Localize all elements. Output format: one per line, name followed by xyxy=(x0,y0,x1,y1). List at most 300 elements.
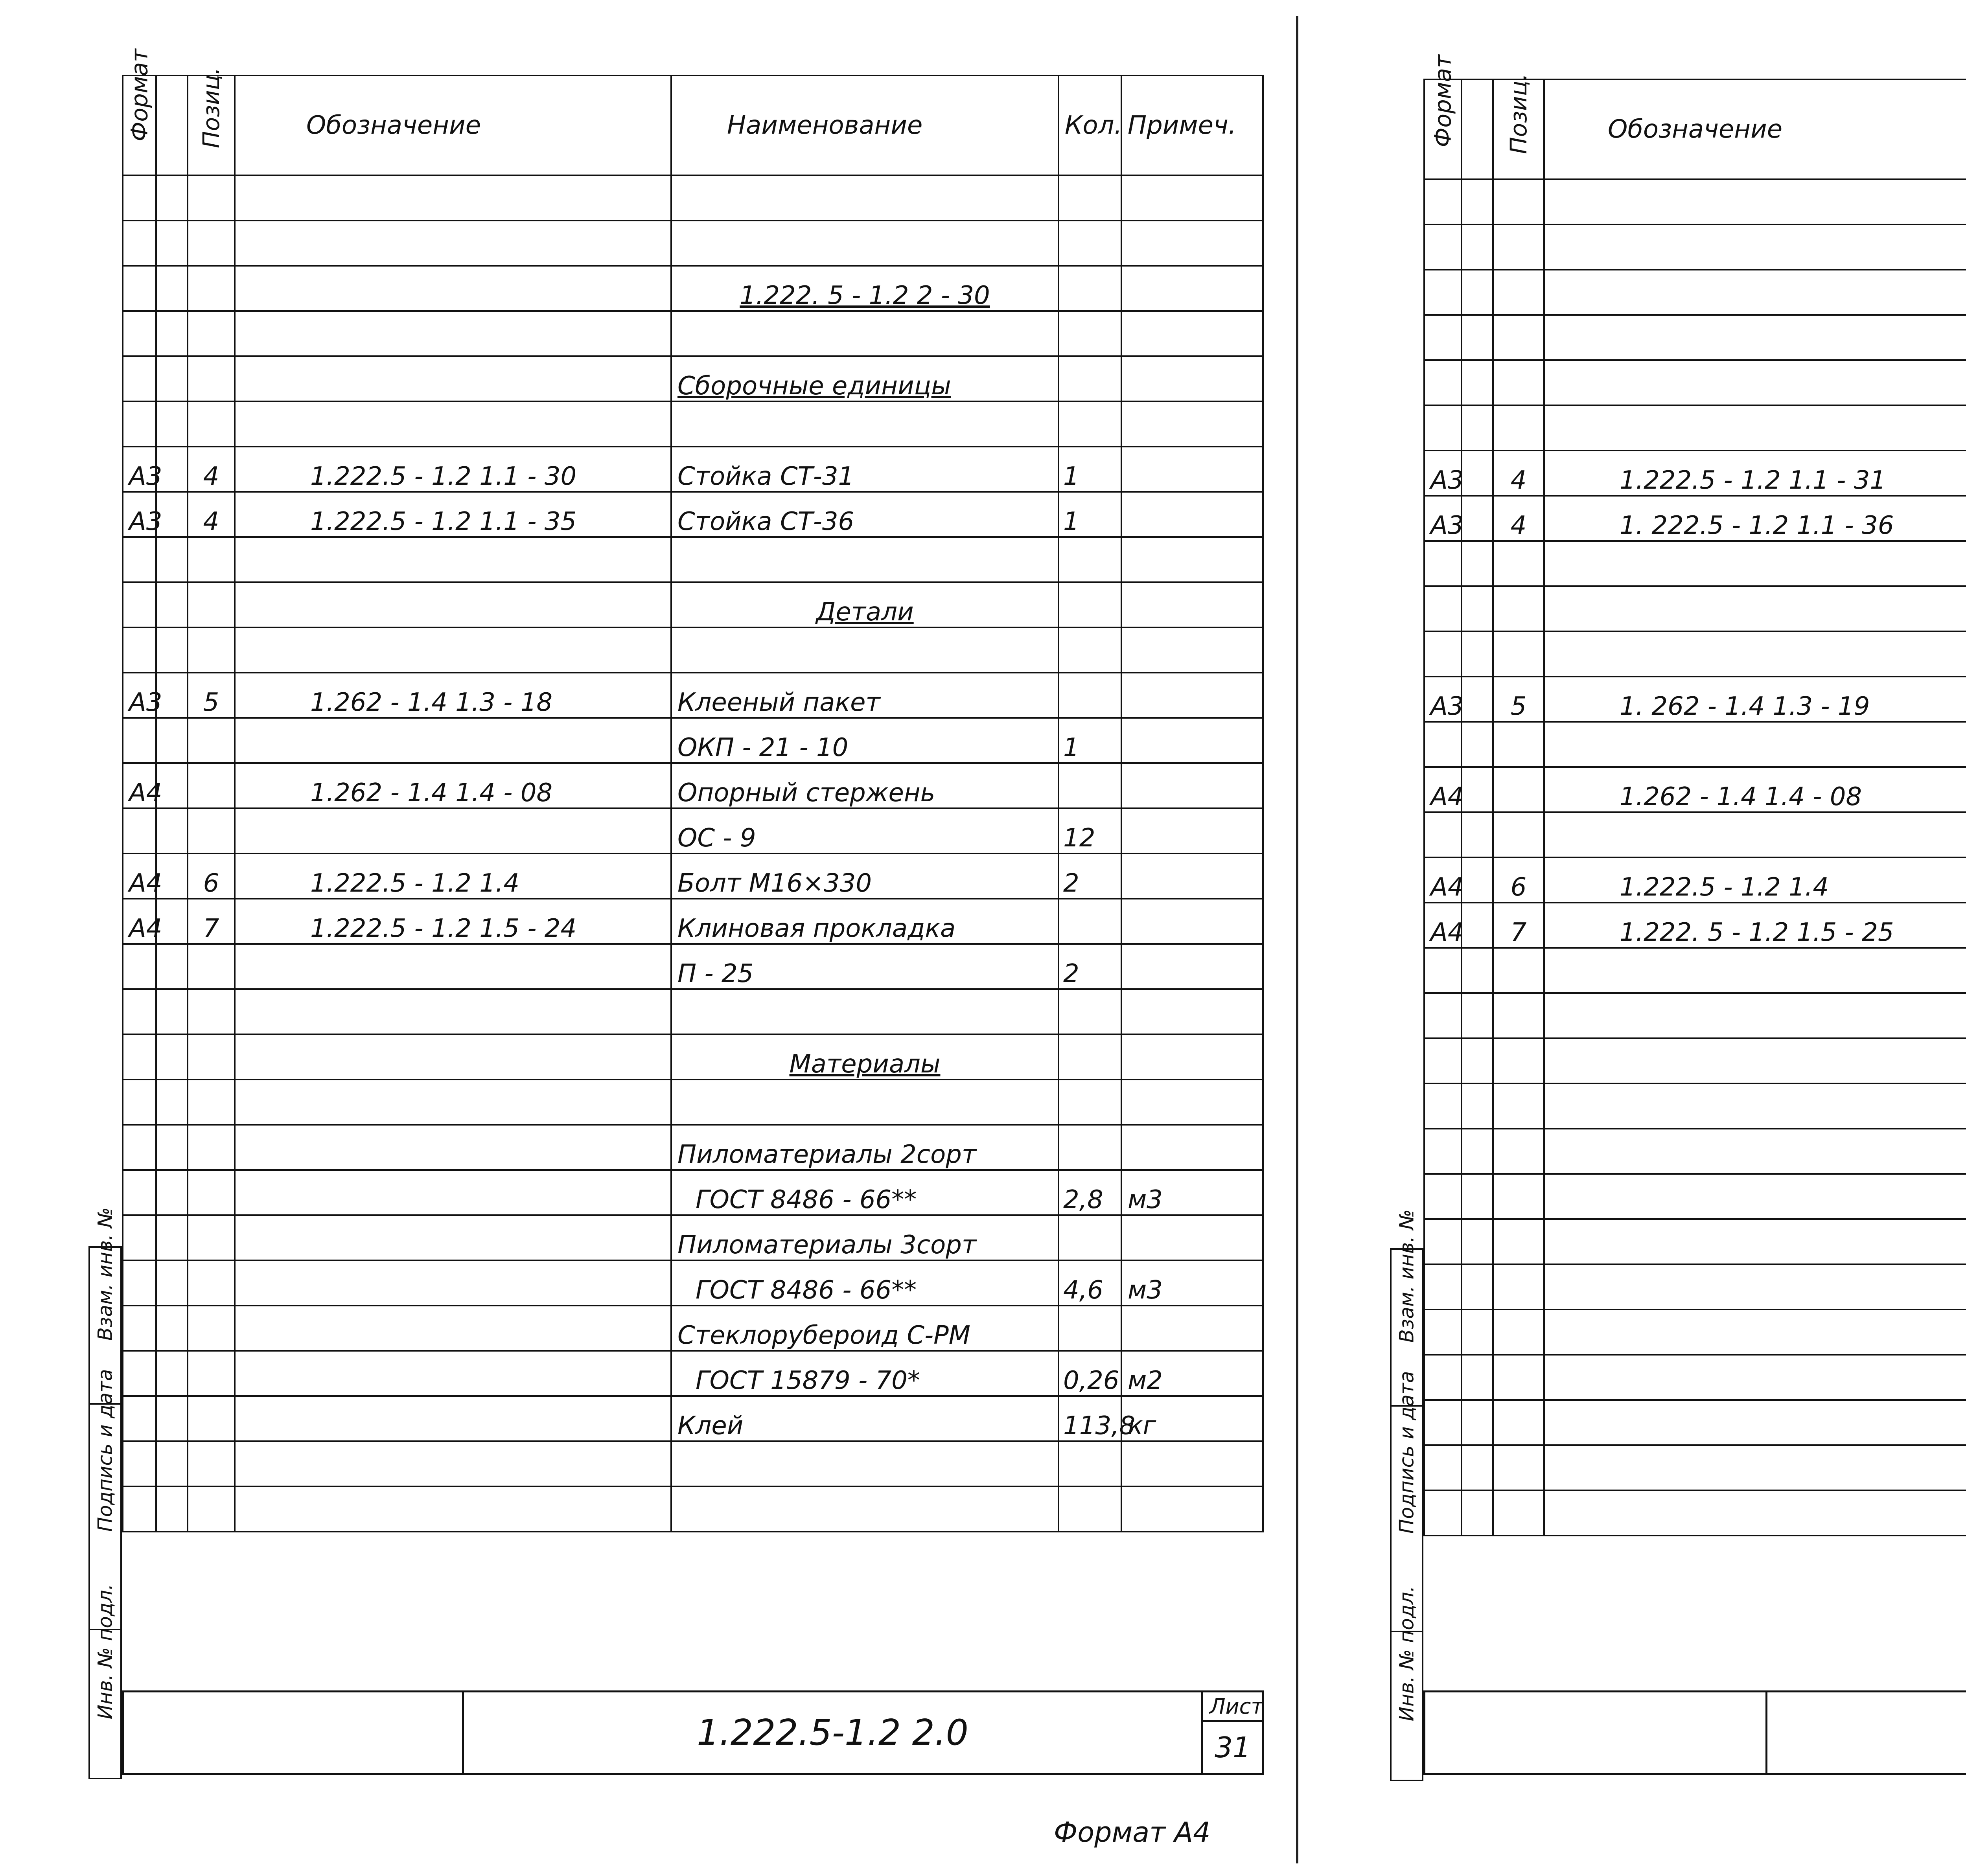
cell-position: 7 xyxy=(188,899,235,944)
header-designation: Обозначение xyxy=(1544,79,1966,179)
cell-position xyxy=(188,1486,235,1532)
cell-name xyxy=(671,989,1058,1034)
cell-spacer xyxy=(1462,1129,1493,1174)
cell-format xyxy=(123,356,156,401)
cell-spacer xyxy=(1462,1038,1493,1083)
cell-position xyxy=(188,266,235,311)
cell-format xyxy=(1424,1083,1462,1129)
cell-position xyxy=(1493,1445,1544,1490)
table-row xyxy=(1424,1083,1966,1129)
cell-format xyxy=(123,537,156,582)
side-cell-exch-inv: Взам. инв. № xyxy=(1391,1249,1423,1406)
cell-spacer xyxy=(156,582,188,627)
cell-designation xyxy=(235,311,671,356)
cell-position xyxy=(1493,405,1544,451)
table-row xyxy=(1424,586,1966,631)
side-cell-exch-inv: Взам. инв. № xyxy=(89,1247,121,1404)
cell-name: Клей xyxy=(671,1396,1058,1441)
table-row xyxy=(123,1441,1263,1486)
table-row xyxy=(1424,451,1966,496)
cell-format xyxy=(123,1306,156,1351)
cell-name: Опорный стержень xyxy=(671,763,1058,808)
stamp-empty-cell xyxy=(1425,1692,1767,1774)
table-row xyxy=(1424,179,1966,224)
cell-designation xyxy=(235,537,671,582)
cell-name xyxy=(671,401,1058,447)
cell-qty: 12 xyxy=(1058,808,1121,853)
cell-name: ОКП - 21 - 10 xyxy=(671,718,1058,763)
cell-designation xyxy=(235,1125,671,1170)
table-row xyxy=(123,582,1263,627)
cell-format xyxy=(123,221,156,266)
cell-position xyxy=(188,356,235,401)
cell-spacer xyxy=(1462,496,1493,541)
cell-position xyxy=(188,1260,235,1306)
cell-name xyxy=(671,1080,1058,1125)
cell-note xyxy=(1121,401,1263,447)
cell-qty xyxy=(1058,537,1121,582)
cell-designation xyxy=(235,1215,671,1260)
cell-designation xyxy=(1544,270,1966,315)
table-row xyxy=(1424,270,1966,315)
cell-name: Клееный пакет xyxy=(671,673,1058,718)
cell-spacer xyxy=(156,1351,188,1396)
cell-designation xyxy=(235,582,671,627)
cell-position xyxy=(188,1306,235,1351)
cell-format xyxy=(123,1441,156,1486)
cell-format xyxy=(123,1486,156,1532)
cell-qty xyxy=(1058,989,1121,1034)
cell-format xyxy=(123,1351,156,1396)
cell-designation: 1.222.5 - 1.2 1.1 - 31 xyxy=(1544,451,1966,496)
cell-spacer xyxy=(156,1170,188,1215)
table-row xyxy=(1424,812,1966,857)
cell-spacer xyxy=(156,266,188,311)
table-row xyxy=(1424,1174,1966,1219)
cell-name: Стеклорубероид С-РМ xyxy=(671,1306,1058,1351)
cell-note: м3 xyxy=(1121,1170,1263,1215)
cell-position xyxy=(1493,1083,1544,1129)
cell-spacer xyxy=(1462,360,1493,405)
cell-qty: 1 xyxy=(1058,447,1121,492)
table-row xyxy=(123,899,1263,944)
side-cell-sign-date: Подпись и дата xyxy=(89,1404,121,1630)
cell-position xyxy=(188,763,235,808)
cell-spacer xyxy=(1462,1310,1493,1355)
cell-qty xyxy=(1058,311,1121,356)
cell-spacer xyxy=(1462,812,1493,857)
cell-spacer xyxy=(1462,586,1493,631)
cell-position xyxy=(1493,179,1544,224)
cell-spacer xyxy=(156,175,188,221)
cell-note xyxy=(1121,989,1263,1034)
cell-spacer xyxy=(156,1486,188,1532)
cell-format xyxy=(1424,722,1462,767)
cell-position xyxy=(1493,1174,1544,1219)
cell-note xyxy=(1121,627,1263,673)
side-cell-inv-orig: Инв. № подл. xyxy=(89,1630,121,1779)
cell-format: А3 xyxy=(1424,677,1462,722)
cell-name: Пиломатериалы 2сорт xyxy=(671,1125,1058,1170)
cell-format: А4 xyxy=(1424,903,1462,948)
cell-format xyxy=(1424,1445,1462,1490)
table-row xyxy=(123,311,1263,356)
cell-position xyxy=(188,401,235,447)
cell-format xyxy=(1424,1174,1462,1219)
cell-spacer xyxy=(156,1260,188,1306)
cell-spacer xyxy=(1462,541,1493,586)
cell-format: А4 xyxy=(1424,857,1462,903)
cell-spacer xyxy=(156,1441,188,1486)
cell-qty: 113,8 xyxy=(1058,1396,1121,1441)
cell-spacer xyxy=(156,1125,188,1170)
cell-spacer xyxy=(1462,315,1493,360)
cell-designation: 1.222.5 - 1.2 1.4 xyxy=(235,853,671,899)
cell-format xyxy=(1424,1264,1462,1310)
table-row xyxy=(1424,631,1966,677)
cell-spacer xyxy=(1462,948,1493,993)
cell-position xyxy=(1493,360,1544,405)
table-row xyxy=(1424,1490,1966,1536)
cell-designation xyxy=(1544,812,1966,857)
cell-note xyxy=(1121,1034,1263,1080)
stamp-empty-cell xyxy=(123,1692,463,1774)
cell-designation xyxy=(1544,993,1966,1038)
cell-position xyxy=(1493,1400,1544,1445)
cell-format xyxy=(123,989,156,1034)
cell-format: А3 xyxy=(123,673,156,718)
cell-format xyxy=(1424,315,1462,360)
cell-designation xyxy=(1544,1174,1966,1219)
cell-spacer xyxy=(1462,1490,1493,1536)
table-row xyxy=(123,492,1263,537)
table-row xyxy=(123,763,1263,808)
table-row xyxy=(1424,360,1966,405)
header-note: Примеч. xyxy=(1121,75,1263,175)
cell-position xyxy=(188,175,235,221)
title-block-left xyxy=(122,1690,1264,1775)
cell-position xyxy=(188,1215,235,1260)
cell-name: Детали xyxy=(671,582,1058,627)
table-row xyxy=(123,175,1263,221)
table-row xyxy=(123,356,1263,401)
format-label: Формат А4 xyxy=(1054,1816,1211,1848)
cell-format xyxy=(1424,1490,1462,1536)
cell-note xyxy=(1121,853,1263,899)
table-header-row xyxy=(1424,79,1966,179)
cell-note: м3 xyxy=(1121,1260,1263,1306)
cell-format xyxy=(1424,586,1462,631)
cell-position xyxy=(1493,1355,1544,1400)
cell-position xyxy=(1493,812,1544,857)
table-row xyxy=(1424,405,1966,451)
cell-position xyxy=(1493,270,1544,315)
cell-position xyxy=(1493,1310,1544,1355)
cell-note xyxy=(1121,537,1263,582)
cell-designation xyxy=(235,1034,671,1080)
cell-name: Материалы xyxy=(671,1034,1058,1080)
cell-name: П - 25 xyxy=(671,944,1058,989)
cell-note xyxy=(1121,1306,1263,1351)
table-row xyxy=(1424,1400,1966,1445)
cell-position xyxy=(188,627,235,673)
cell-designation xyxy=(1544,1083,1966,1129)
cell-format: А3 xyxy=(123,492,156,537)
cell-designation xyxy=(235,1080,671,1125)
cell-format xyxy=(1424,948,1462,993)
cell-spacer xyxy=(156,1306,188,1351)
cell-qty xyxy=(1058,401,1121,447)
cell-name: Стойка СТ-31 xyxy=(671,447,1058,492)
cell-position xyxy=(1493,722,1544,767)
cell-spacer xyxy=(1462,405,1493,451)
cell-name xyxy=(671,311,1058,356)
cell-name: Стойка СТ-36 xyxy=(671,492,1058,537)
header-qty: Кол. xyxy=(1058,75,1121,175)
cell-designation xyxy=(1544,1490,1966,1536)
cell-name: ГОСТ 8486 - 66** xyxy=(671,1260,1058,1306)
cell-name: Пиломатериалы 3сорт xyxy=(671,1215,1058,1260)
table-row xyxy=(1424,1310,1966,1355)
cell-spacer xyxy=(156,944,188,989)
cell-spacer xyxy=(1462,857,1493,903)
cell-format: А4 xyxy=(123,899,156,944)
cell-name: ГОСТ 15879 - 70* xyxy=(671,1351,1058,1396)
cell-spacer xyxy=(1462,451,1493,496)
side-cell-sign-date: Подпись и дата xyxy=(1391,1406,1423,1631)
cell-spacer xyxy=(1462,1083,1493,1129)
table-row xyxy=(123,673,1263,718)
cell-format xyxy=(1424,1310,1462,1355)
table-row xyxy=(123,1396,1263,1441)
side-strip-right xyxy=(1390,1209,1423,1781)
cell-spacer xyxy=(156,718,188,763)
table-body-left xyxy=(123,175,1263,1532)
cell-name: Клиновая прокладка xyxy=(671,899,1058,944)
cell-qty xyxy=(1058,673,1121,718)
cell-designation xyxy=(1544,360,1966,405)
cell-position xyxy=(1493,586,1544,631)
cell-designation xyxy=(1544,224,1966,270)
cell-qty xyxy=(1058,175,1121,221)
cell-designation xyxy=(1544,1310,1966,1355)
title-block-right xyxy=(1423,1690,1966,1775)
cell-note xyxy=(1121,266,1263,311)
header-spacer xyxy=(156,75,188,175)
cell-designation xyxy=(235,401,671,447)
cell-spacer xyxy=(1462,767,1493,812)
cell-position: 4 xyxy=(188,447,235,492)
table-row xyxy=(1424,948,1966,993)
cell-format xyxy=(123,808,156,853)
side-strip-left xyxy=(88,1207,122,1779)
cell-position xyxy=(1493,767,1544,812)
table-row xyxy=(123,266,1263,311)
table-row xyxy=(123,1260,1263,1306)
cell-position xyxy=(188,718,235,763)
cell-spacer xyxy=(1462,1355,1493,1400)
cell-spacer xyxy=(1462,224,1493,270)
cell-position xyxy=(188,944,235,989)
cell-spacer xyxy=(156,989,188,1034)
cell-designation: 1.222.5 - 1.2 1.4 xyxy=(1544,857,1966,903)
cell-format xyxy=(1424,1129,1462,1174)
cell-qty xyxy=(1058,1441,1121,1486)
table-row xyxy=(1424,1129,1966,1174)
table-row xyxy=(123,221,1263,266)
cell-spacer xyxy=(156,627,188,673)
cell-spacer xyxy=(156,1034,188,1080)
table-row xyxy=(123,853,1263,899)
cell-position xyxy=(1493,1038,1544,1083)
header-name: Наименование xyxy=(671,75,1058,175)
cell-position xyxy=(188,1034,235,1080)
cell-designation: 1.222.5 - 1.2 1.1 - 35 xyxy=(235,492,671,537)
table-row xyxy=(123,537,1263,582)
header-position: Позиц. xyxy=(188,75,235,175)
cell-designation: 1.262 - 1.4 1.3 - 18 xyxy=(235,673,671,718)
cell-qty xyxy=(1058,899,1121,944)
table-row xyxy=(123,989,1263,1034)
spec-table-right xyxy=(1423,55,1966,1536)
cell-note xyxy=(1121,1125,1263,1170)
cell-position xyxy=(1493,1264,1544,1310)
cell-format xyxy=(1424,1038,1462,1083)
cell-spacer xyxy=(1462,1445,1493,1490)
table-row xyxy=(123,1306,1263,1351)
cell-qty xyxy=(1058,763,1121,808)
cell-format xyxy=(1424,993,1462,1038)
cell-format: А4 xyxy=(123,853,156,899)
cell-format xyxy=(123,1170,156,1215)
table-row xyxy=(123,808,1263,853)
cell-designation xyxy=(1544,315,1966,360)
cell-position xyxy=(1493,1129,1544,1174)
cell-format xyxy=(1424,405,1462,451)
cell-note xyxy=(1121,899,1263,944)
cell-qty xyxy=(1058,627,1121,673)
table-row xyxy=(1424,1264,1966,1310)
cell-designation xyxy=(235,1306,671,1351)
cell-designation xyxy=(235,221,671,266)
cell-designation xyxy=(235,175,671,221)
cell-qty xyxy=(1058,1486,1121,1532)
cell-spacer xyxy=(1462,1174,1493,1219)
cell-designation: 1.222.5 - 1.2 1.5 - 24 xyxy=(235,899,671,944)
cell-position: 4 xyxy=(1493,451,1544,496)
table-row xyxy=(1424,857,1966,903)
cell-spacer xyxy=(156,221,188,266)
cell-spacer xyxy=(1462,270,1493,315)
header-format: Формат xyxy=(123,75,156,175)
cell-designation xyxy=(235,808,671,853)
table-body-right xyxy=(1424,179,1966,1536)
table-row xyxy=(123,1486,1263,1532)
cell-designation xyxy=(1544,1445,1966,1490)
cell-format xyxy=(123,944,156,989)
cell-position xyxy=(1493,224,1544,270)
cell-spacer xyxy=(1462,1400,1493,1445)
cell-name: Болт М16×330 xyxy=(671,853,1058,899)
table-row xyxy=(1424,315,1966,360)
cell-spacer xyxy=(156,1080,188,1125)
cell-position xyxy=(188,1441,235,1486)
cell-qty: 2 xyxy=(1058,944,1121,989)
cell-position xyxy=(188,1351,235,1396)
cell-position xyxy=(1493,993,1544,1038)
side-cell-inv-orig: Инв. № подл. xyxy=(1391,1631,1423,1780)
cell-format xyxy=(123,1396,156,1441)
cell-spacer xyxy=(1462,722,1493,767)
cell-note xyxy=(1121,1080,1263,1125)
cell-designation: 1.222.5 - 1.2 1.1 - 30 xyxy=(235,447,671,492)
cell-qty xyxy=(1058,1306,1121,1351)
cell-format xyxy=(123,266,156,311)
cell-position: 6 xyxy=(1493,857,1544,903)
cell-designation: 1.262 - 1.4 1.4 - 08 xyxy=(235,763,671,808)
cell-name: ОС - 9 xyxy=(671,808,1058,853)
cell-format xyxy=(1424,179,1462,224)
cell-qty xyxy=(1058,1034,1121,1080)
table-row xyxy=(1424,1038,1966,1083)
cell-spacer xyxy=(1462,631,1493,677)
cell-position xyxy=(188,1080,235,1125)
cell-designation xyxy=(235,1441,671,1486)
cell-qty: 1 xyxy=(1058,492,1121,537)
cell-spacer xyxy=(1462,903,1493,948)
cell-position xyxy=(188,221,235,266)
sheet-right xyxy=(1298,0,1966,1876)
cell-designation xyxy=(1544,1129,1966,1174)
cell-designation xyxy=(1544,948,1966,993)
cell-position xyxy=(188,311,235,356)
cell-qty xyxy=(1058,356,1121,401)
cell-position xyxy=(1493,948,1544,993)
cell-designation xyxy=(235,1486,671,1532)
cell-format xyxy=(1424,1400,1462,1445)
cell-format xyxy=(123,311,156,356)
table-row xyxy=(1424,677,1966,722)
cell-designation xyxy=(235,1396,671,1441)
table-row xyxy=(123,1351,1263,1396)
header-position: Позиц. xyxy=(1493,79,1544,179)
cell-format xyxy=(123,1080,156,1125)
cell-qty: 4,6 xyxy=(1058,1260,1121,1306)
cell-note xyxy=(1121,447,1263,492)
cell-designation: 1.222. 5 - 1.2 1.5 - 25 xyxy=(1544,903,1966,948)
cell-note xyxy=(1121,944,1263,989)
cell-format: А3 xyxy=(1424,451,1462,496)
cell-spacer xyxy=(1462,1264,1493,1310)
cell-format xyxy=(1424,1219,1462,1264)
header-designation: Обозначение xyxy=(235,75,671,175)
header-format: Формат xyxy=(1424,79,1462,179)
cell-position xyxy=(188,808,235,853)
cell-name xyxy=(671,221,1058,266)
cell-designation xyxy=(1544,586,1966,631)
cell-format xyxy=(1424,270,1462,315)
table-row xyxy=(1424,224,1966,270)
cell-spacer xyxy=(1462,993,1493,1038)
cell-format xyxy=(1424,541,1462,586)
table-row xyxy=(123,1034,1263,1080)
cell-designation xyxy=(1544,1400,1966,1445)
cell-name: ГОСТ 8486 - 66** xyxy=(671,1170,1058,1215)
cell-note xyxy=(1121,808,1263,853)
cell-position: 4 xyxy=(188,492,235,537)
cell-note: м2 xyxy=(1121,1351,1263,1396)
cell-designation: 1.262 - 1.4 1.4 - 08 xyxy=(1544,767,1966,812)
